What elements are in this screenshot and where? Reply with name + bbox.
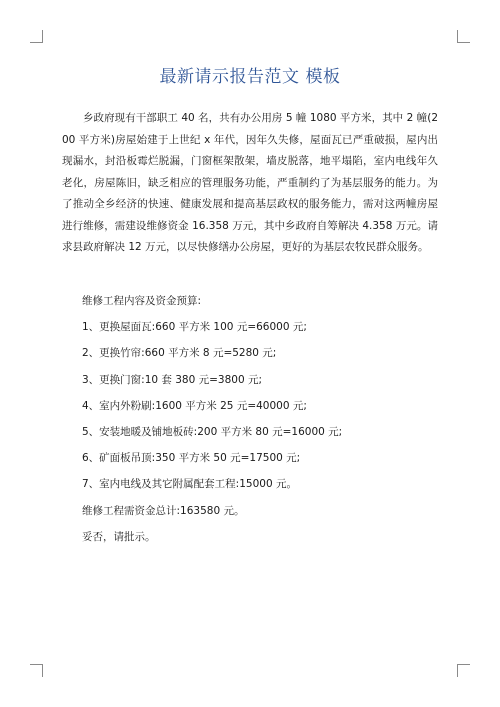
budget-list (82, 288, 442, 550)
list-item: 2、更换竹帘:660 平方米 8 元=5280 元; (82, 347, 277, 360)
body-paragraph: 乡政府现有干部职工 40 名，共有办公用房 5 幢 1080 平方米，其中 2 幢(200 平方米)房屋始建于上世纪 x 年代，因年久失修，屋面瓦已严重破损，屋内出现漏水，封沿板霉烂脱漏，门窗框架散架，墙皮脱落，地平塌陷，室内电线年久老化，房屋陈旧，缺乏相应的管理服务功能，严重制约了为基层服务的能力。为了推动全乡经济的快速、健康发展和提高基层政权的服务能力，需对这两幢房屋进行维修，需建设维修资金 16.358 万元，其中乡政府自筹解决 4.358 万元。请求县政府解决 12 万元，以尽快修缮办公房屋，更好的为基层农牧民群众服务。 (62, 112, 438, 253)
crop-mark-top-right (457, 30, 470, 43)
crop-mark-bottom-right (457, 664, 470, 677)
list-item: 6、矿面板吊顶:350 平方米 50 元=17500 元; (82, 452, 301, 465)
crop-mark-bottom-left (30, 664, 43, 677)
document-title: 最新请示报告范文 模板 (159, 67, 341, 87)
list-item: 3、更换门窗:10 套 380 元=3800 元; (82, 373, 263, 386)
total-line: 维修工程需资金总计:163580 元。 (82, 504, 245, 517)
list-item: 5、安装地暖及铺地板砖:200 平方米 80 元=16000 元; (82, 425, 343, 438)
closing-line: 妥否，请批示。 (82, 530, 156, 543)
list-item: 7、室内电线及其它附属配套工程:15000 元。 (82, 478, 297, 491)
list-heading: 维修工程内容及资金预算: (82, 295, 202, 307)
list-item: 1、更换屋面瓦:660 平方米 100 元=66000 元; (82, 321, 307, 334)
crop-mark-top-left (30, 30, 43, 43)
list-item: 4、室内外粉刷:1600 平方米 25 元=40000 元; (82, 399, 307, 412)
